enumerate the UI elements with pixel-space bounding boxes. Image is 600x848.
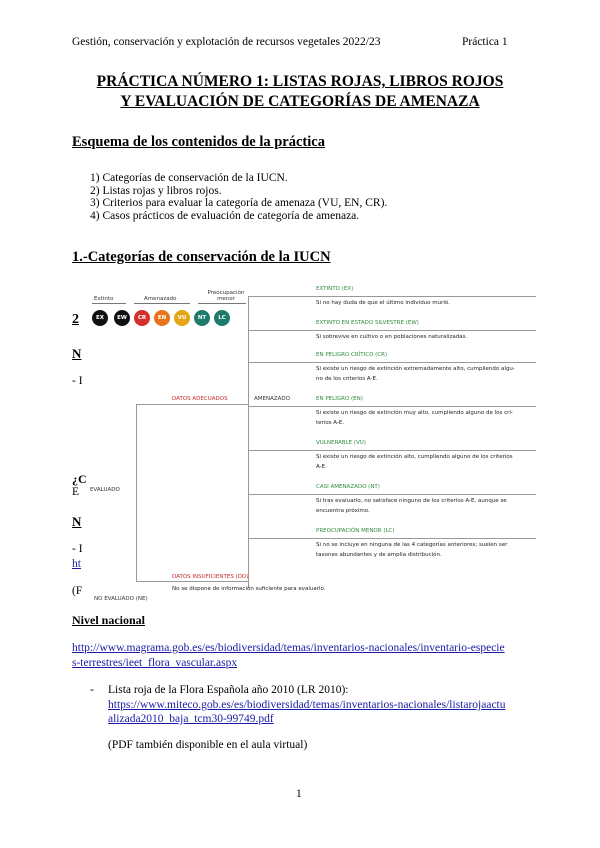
category-rule — [248, 406, 536, 407]
circle-ew: EW — [114, 310, 130, 326]
scale-label-extinto: Extinto — [94, 296, 114, 302]
tree-line — [136, 404, 248, 405]
hidden-fragment: 2 — [72, 312, 79, 327]
category-desc: Si no se incluye en ninguna de las 4 categorías anteriores; suelen ser — [316, 542, 508, 548]
link-magrama-cont[interactable]: s-terrestres/ieet_flora_vascular.aspx — [72, 657, 238, 669]
tree-line — [136, 581, 248, 582]
category-title: EXTINTO EN ESTADO SILVESTRE (EW) — [316, 320, 419, 326]
datos-insuficientes-desc: No se dispone de información suficiente para evaluarlo. — [172, 586, 326, 592]
outline-list — [90, 172, 387, 222]
hidden-fragment: ht — [72, 558, 81, 570]
title-line2: Y EVALUACIÓN DE CATEGORÍAS DE AMENAZA — [120, 93, 480, 110]
category-title: EXTINTO (EX) — [316, 286, 354, 292]
category-rule — [248, 450, 536, 451]
bracket-line — [134, 303, 190, 304]
circle-nt: NT — [194, 310, 210, 326]
datos-insuficientes-label: DATOS INSUFICIENTES (DD) — [172, 574, 249, 580]
category-desc: Si no hay duda de que el último individuo murió. — [316, 300, 450, 306]
outline-item: 3) Criterios para evaluar la categoría de amenaza (VU, EN, CR). — [90, 197, 388, 210]
category-desc: no de los criterios A-E. — [316, 376, 378, 382]
page-number: 1 — [296, 788, 302, 800]
category-desc: Si existe un riesgo de extinción extremadamente alto, cumpliendo algu- — [316, 366, 515, 372]
tree-line — [136, 404, 137, 582]
section1-heading: 1.-Categorías de conservación de la IUCN — [72, 249, 331, 265]
outline-item: 1) Categorías de conservación de la IUCN. — [90, 172, 288, 184]
bracket-line — [198, 303, 246, 304]
circle-cr: CR — [134, 310, 150, 326]
divider-line — [248, 296, 249, 588]
outline-item: 4) Casos prácticos de evaluación de categoría de amenaza. — [90, 209, 360, 222]
bracket-line — [92, 303, 126, 304]
category-rule — [248, 330, 536, 331]
pdf-note: (PDF también disponible en el aula virtual) — [108, 739, 308, 751]
hidden-fragment: - I — [72, 375, 83, 387]
outline-item: 2) Listas rojas y libros rojos. — [90, 184, 222, 197]
hidden-fragment: ¿C — [72, 472, 87, 486]
link-magrama[interactable]: http://www.magrama.gob.es/es/biodiversidad/temas/inventarios-nacionales/inventario-especie — [72, 642, 505, 654]
circle-vu: VU — [174, 310, 190, 326]
iucn-categories-graphic — [82, 286, 542, 608]
lr2010-item: Lista roja de la Flora Española año 2010 (LR 2010): — [108, 684, 349, 696]
no-evaluado-label: NO EVALUADO (NE) — [94, 596, 148, 602]
evaluado-label: EVALUADO — [90, 487, 120, 493]
title-line1: PRÁCTICA NÚMERO 1: LISTAS ROJAS, LIBROS ROJOS — [96, 73, 504, 90]
scale-label-preocupacion: Preocupación menor — [207, 290, 245, 302]
hidden-fragment: E — [72, 486, 80, 498]
category-title: CASI AMENAZADO (NT) — [316, 484, 380, 490]
category-desc: Si existe un riesgo de extinción muy alto, cumpliendo alguno de los cri- — [316, 410, 513, 416]
nivel-heading: Nivel nacional — [72, 613, 146, 627]
outline-heading: Esquema de los contenidos de la práctica — [72, 134, 325, 150]
category-desc: Si existe un riesgo de extinción alto, cumpliendo alguno de los criterios — [316, 454, 513, 460]
hidden-fragment: N — [72, 514, 82, 529]
category-rule — [248, 296, 536, 297]
hidden-fragment: N — [72, 346, 82, 361]
circle-ex: EX — [92, 310, 108, 326]
header-right: Práctica 1 — [462, 36, 508, 48]
category-desc: Si sobrevive en cultivo o en poblaciones naturalizadas. — [316, 334, 468, 340]
category-title: EN PELIGRO CRÍTICO (CR) — [316, 352, 388, 358]
category-desc: taxones abundantes y de amplia distribución. — [316, 552, 442, 558]
circle-lc: LC — [214, 310, 230, 326]
category-desc: terios A-E. — [316, 420, 345, 426]
bullet-dash: - — [90, 684, 94, 696]
circle-en: EN — [154, 310, 170, 326]
link-miteco-cont[interactable]: alizada2010_baja_tcm30-99749.pdf — [108, 713, 274, 725]
datos-adecuados-label: DATOS ADECUADOS — [172, 396, 228, 402]
category-desc: Si tras evaluarlo, no satisface ninguno de los criterios A-E, aunque se — [316, 498, 507, 504]
hidden-fragment: (F — [72, 585, 83, 597]
link-miteco[interactable]: https://www.miteco.gob.es/es/biodiversidad/temas/inventarios-nacionales/listarojaactu — [108, 699, 506, 711]
category-title: PREOCUPACIÓN MENOR (LC) — [316, 528, 395, 534]
category-rule — [248, 538, 536, 539]
category-title: EN PELIGRO (EN) — [316, 396, 363, 402]
header-left: Gestión, conservación y explotación de recursos vegetales 2022/23 — [72, 36, 381, 48]
category-title: VULNERABLE (VU) — [316, 440, 366, 446]
scale-label-amenazado: Amenazado — [144, 296, 177, 302]
category-desc: encuentra próximo. — [316, 508, 370, 514]
hidden-fragment: - I — [72, 543, 83, 555]
category-rule — [248, 362, 536, 363]
amenazado-label: AMENAZADO — [254, 396, 290, 402]
category-rule — [248, 494, 536, 495]
category-desc: A-E. — [316, 464, 327, 470]
